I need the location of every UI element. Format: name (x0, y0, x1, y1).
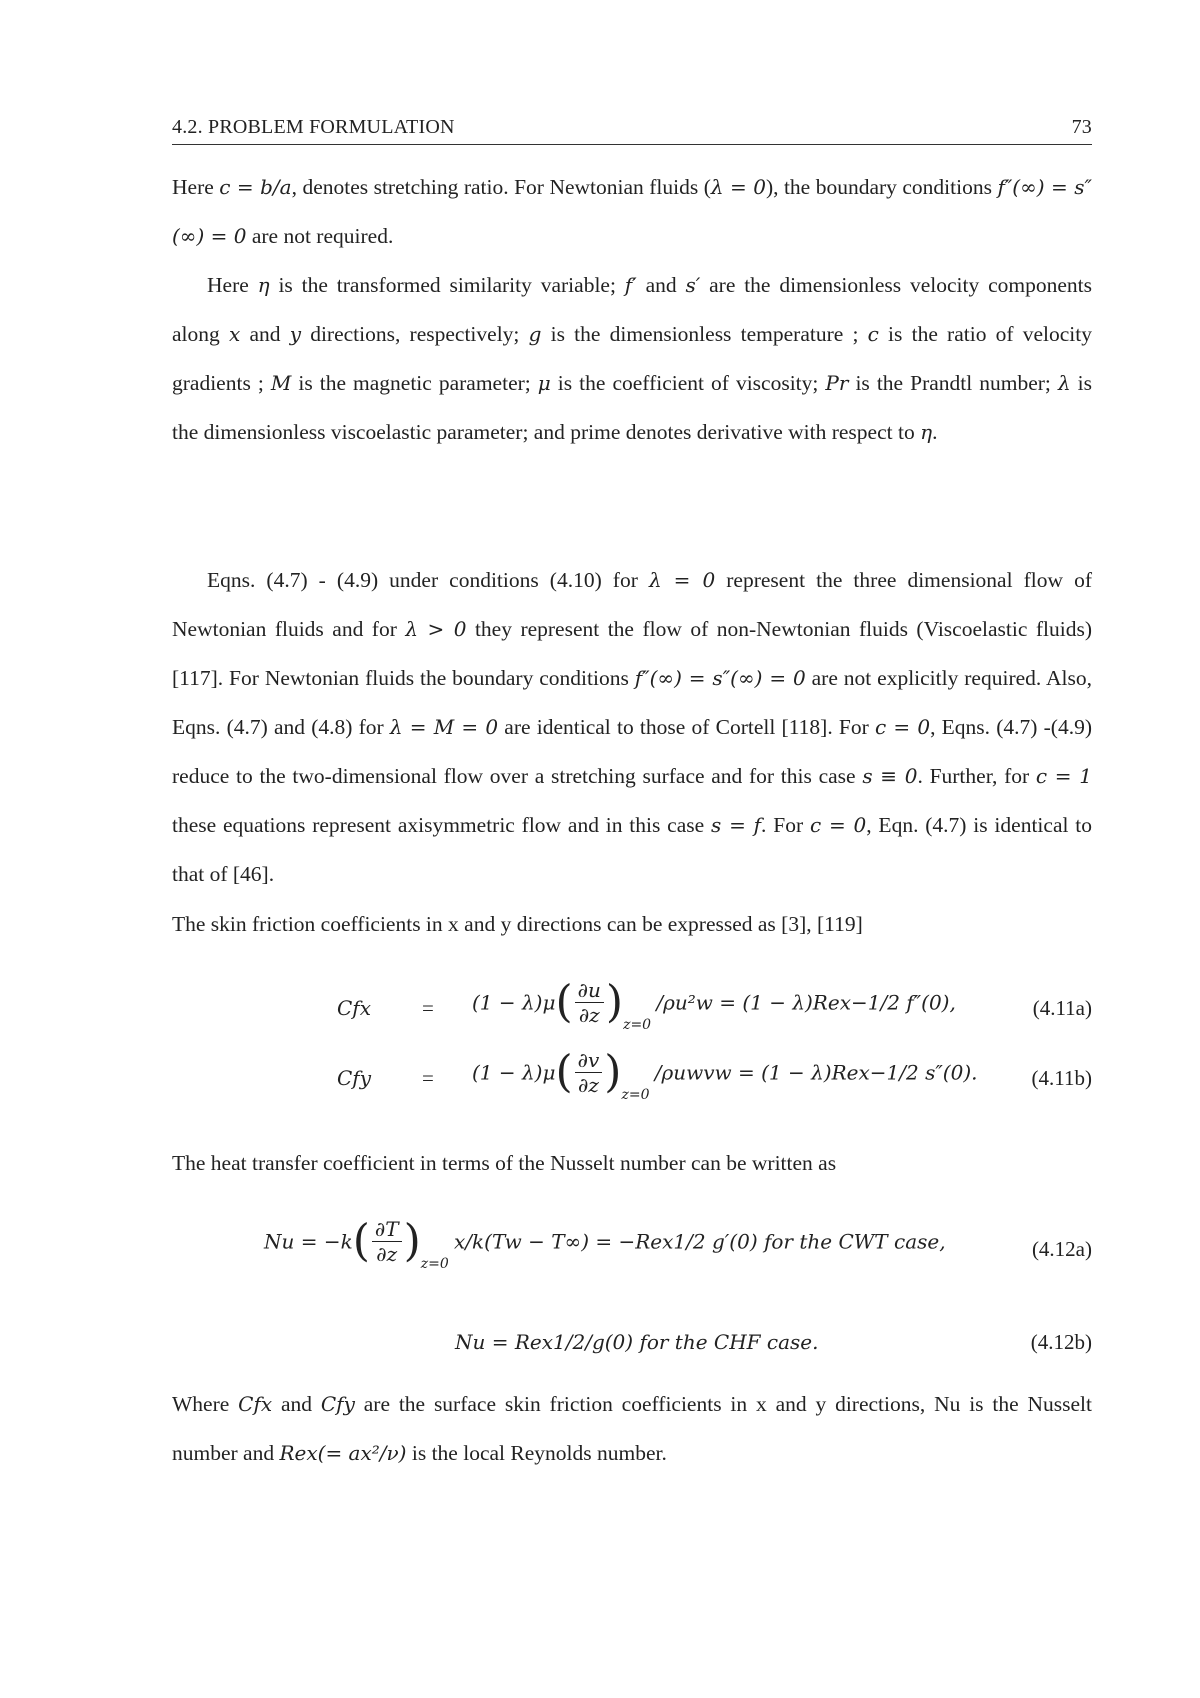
paragraph-newtonian-discussion: Eqns. (4.7) - (4.9) under conditions (4.10) for λ = 0 represent the three dimensional flow of Newtonian fluids and for λ > 0 they represent the flow of non-Newtonian fluids (Viscoelastic fluids) [117]. For Newtonian fluids the boundary conditions f″(∞) = s″(∞) = 0 are not explicitly required. Also, Eqns. (4.7) and (4.8) for λ = M = 0 are identical to those of Cortell [118]. For c = 0, Eqns. (4.7) -(4.9) reduce to the two-dimensional flow over a stretching surface and for this case s ≡ 0. Further, for c = 1 these equations represent axisymmetric flow and in this case s = f. For c = 0, Eqn. (4.7) is identical to that of [46]. (172, 568, 1092, 886)
equation-4-11b (172, 1048, 1092, 1118)
page-number: 73 (1071, 116, 1092, 138)
equation-4-12a (172, 1217, 1092, 1297)
equation-4-11a (172, 978, 1092, 1048)
equation-number: (4.11b) (1031, 1066, 1092, 1090)
running-header (172, 112, 1092, 145)
equation-body: Nu = −k( $\frac{\partial T}{\partial z}$ )$_{z=0}$ x/k(Tw − T∞) = −Rex1/2 g′(0) for the CWT case, (264, 1215, 946, 1273)
equation-4-12b (172, 1322, 1092, 1362)
section-title: 4.2. PROBLEM FORMULATION (172, 116, 455, 138)
equation-number: (4.12a) (1031, 1237, 1092, 1261)
paragraph-nusselt-intro: The heat transfer coefficient in terms of the Nusselt number can be written as (172, 1151, 837, 1175)
paragraph-stretching-ratio: Here c = b/a, denotes stretching ratio. For Newtonian fluids (λ = 0), the boundary conditions f″(∞) = s″(∞) = 0 are not required. (172, 175, 1092, 248)
equation-lhs: Cfx (337, 996, 371, 1020)
equation-number: (4.12b) (1030, 1330, 1092, 1354)
equation-rhs: (1 − λ)μ( $\frac{\partial u}{\partial z}$ )$_{z=0}$ /ρu²w = (1 − λ)Rex−1/2 f″(0), (472, 976, 956, 1034)
equation-lhs: Cfy (337, 1066, 372, 1090)
equation-rhs: (1 − λ)μ( $\frac{\partial v}{\partial z}$ )$_{z=0}$ /ρuwvw = (1 − λ)Rex−1/2 s″(0). (472, 1046, 978, 1104)
equation-body: Nu = Rex1/2/g(0) for the CHF case. (455, 1330, 819, 1354)
equation-relation: = (422, 1066, 434, 1090)
paragraph-coefficient-definitions: Where Cfx and Cfy are the surface skin friction coefficients in x and y directions, Nu is the Nusselt number and Rex(= ax²/ν) is the local Reynolds number. (172, 1392, 1092, 1465)
equation-number: (4.11a) (1032, 996, 1092, 1020)
paragraph-variable-definitions: Here η is the transformed similarity variable; f′ and s′ are the dimensionless velocity components along x and y directions, respectively; g is the dimensionless temperature ; c is the ratio of velocity gradients ; M is the magnetic parameter; μ is the coefficient of viscosity; Pr is the Prandtl number; λ is the dimensionless viscoelastic parameter; and prime denotes derivative with respect to η. (172, 273, 1093, 444)
equation-relation: = (422, 996, 434, 1020)
paragraph-skin-friction-intro: The skin friction coefficients in x and y directions can be expressed as [3], [119] (172, 912, 863, 936)
